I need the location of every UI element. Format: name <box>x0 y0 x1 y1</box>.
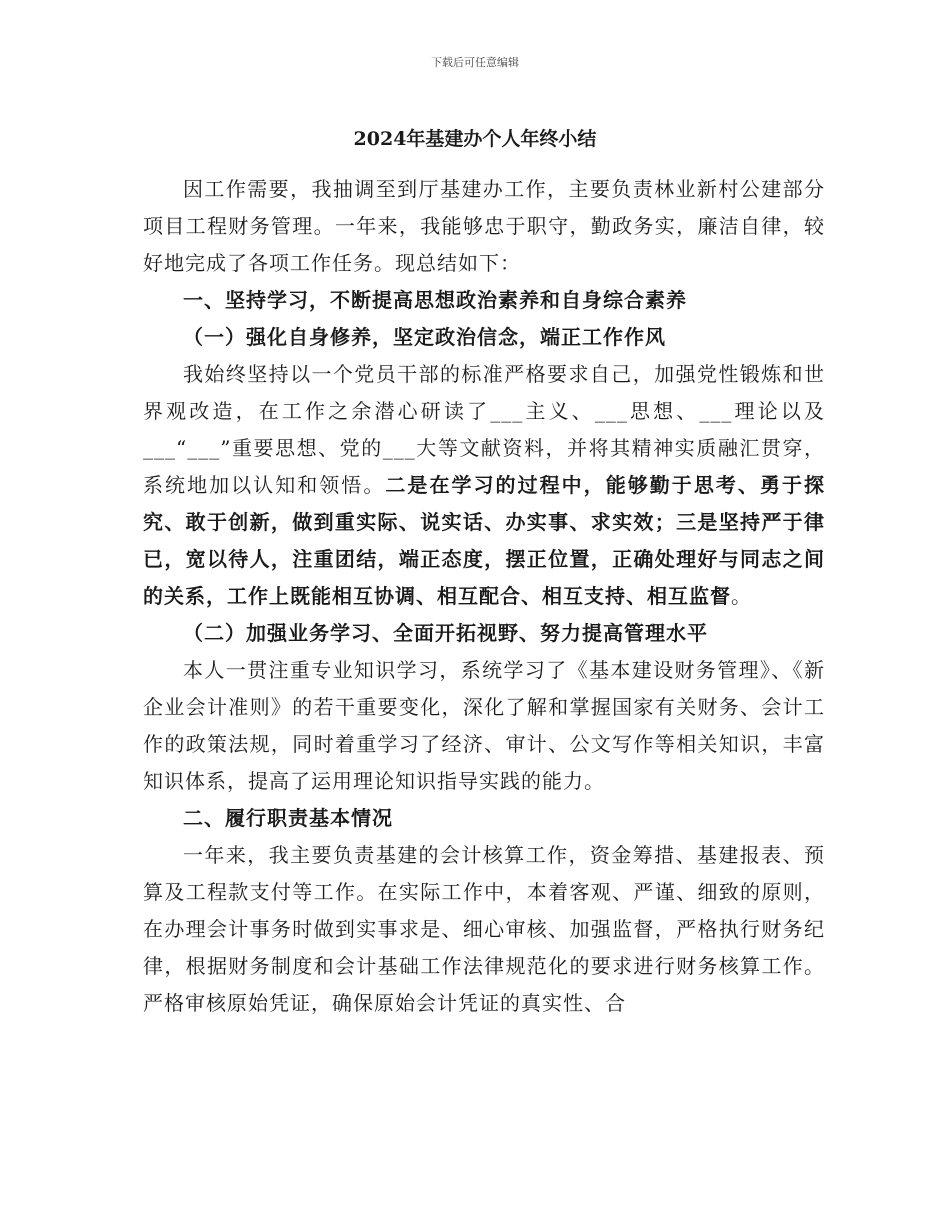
intro-paragraph: 因工作需要，我抽调至到厅基建办工作，主要负责林业新村公建部分项目工程财务管理。一年来，我能够忠于职守，勤政务实，廉洁自律，较好地完成了各项工作任务。现总结如下： <box>143 177 825 275</box>
subsection-2-heading: （二）加强业务学习、全面开拓视野、努力提高管理水平 <box>183 621 708 645</box>
section-1-heading: 一、坚持学习，不断提高思想政治素养和自身综合素养 <box>183 288 687 312</box>
subsection-1-heading: （一）强化自身修养，坚定政治信念，端正工作作风 <box>183 325 666 349</box>
page-header-note: 下载后可任意编辑 <box>431 56 519 69</box>
section-2-paragraph: 一年来，我主要负责基建的会计核算工作，资金筹措、基建报表、预算及工程款支付等工作。在实际工作中，本着客观、严谨、细致的原则，在办理会计事务时做到实事求是、细心审核、加强监督，严格执行财务纪律，根据财务制度和会计基础工作法律规范化的要求进行财务核算工作。严格审核原始凭证，确保原始会计凭证的真实性、合 <box>143 843 825 1015</box>
subsection-1-bold-text: 二是在学习的过程中，能够勤于思考、勇于探究、敢于创新，做到重实际、说实话、办实事、求实效；三是坚持严于律已，宽以待人，注重团结，端正态度，摆正位置，正确处理好与同志之间的关系，工作上既能相互协调、相互配合、相互支持、相互监督 <box>143 473 826 608</box>
section-2-heading: 二、履行职责基本情况 <box>183 806 393 830</box>
subsection-1-paragraph <box>143 356 825 615</box>
subsection-2-paragraph: 本人一贯注重专业知识学习，系统学习了《基本建设财务管理》、《新企业会计准则》的若干重要变化，深化了解和掌握国家有关财务、会计工作的政策法规，同时着重学习了经济、审计、公文写作等相关知识，丰富知识体系，提高了运用理论知识指导实践的能力。 <box>143 658 825 793</box>
document-body <box>143 171 825 1022</box>
subsection-1-text: 我始终坚持以一个党员干部的标准严格要求自己，加强党性锻炼和世界观改造，在工作之余潜心研读了___主义、___思想、___理论以及___“___”重要思想、党的___大等文献资料，并将其精神实质融汇贯穿，系统地加以认知和领悟。 <box>143 362 825 497</box>
document-title: 2024年基建办个人年终小结 <box>353 128 597 150</box>
subsection-1-text-end: 。 <box>731 584 752 608</box>
